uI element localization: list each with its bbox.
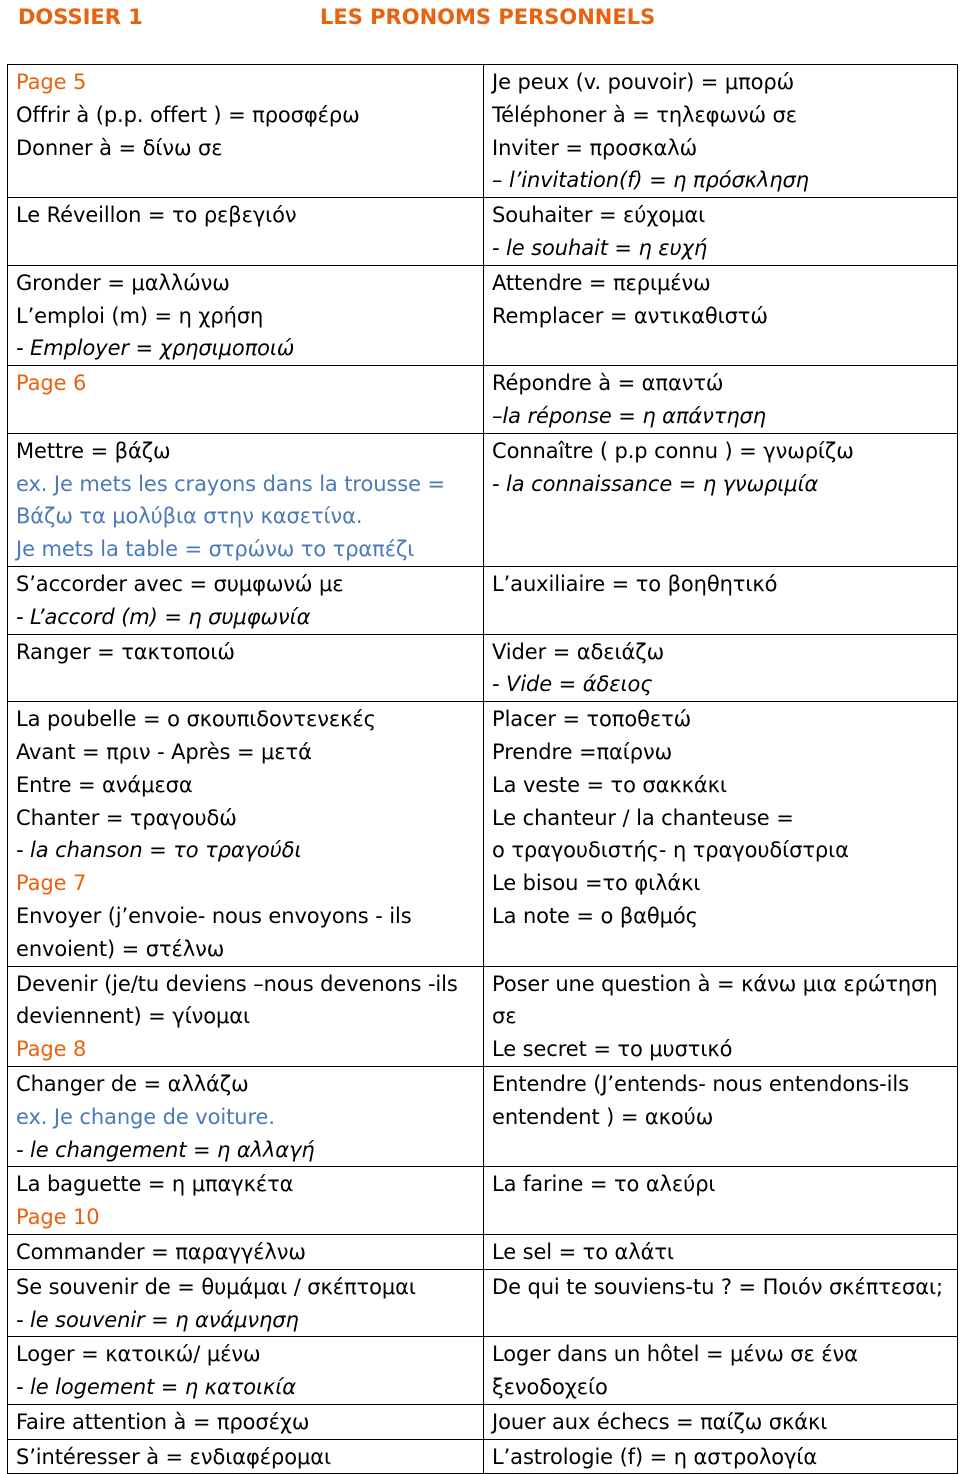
vocab-line: Loger = κατοικώ/ μένω xyxy=(16,1342,261,1367)
vocab-cell-right xyxy=(484,634,958,702)
vocab-line: - L’accord (m) = η συμφωνία xyxy=(16,604,311,629)
vocab-cell-right xyxy=(484,1404,958,1439)
vocab-cell-right xyxy=(484,1269,958,1337)
vocab-line: Loger dans un hôtel = μένω σε ένα xyxy=(492,1342,858,1367)
vocab-cell-right xyxy=(484,1167,958,1235)
vocab-row xyxy=(8,1439,958,1474)
example-sentence: ex. Je mets les crayons dans la trousse = xyxy=(16,471,446,496)
vocab-line: - la chanson = το τραγούδι xyxy=(16,838,302,863)
vocab-line: S’accorder avec = συμφωνώ με xyxy=(16,571,344,596)
vocab-cell-right xyxy=(484,265,958,365)
vocab-cell-right xyxy=(484,1337,958,1405)
vocab-line: Se souvenir de = θυμάμαι / σκέπτομαι xyxy=(16,1274,416,1299)
vocab-line: Entendre (J’entends- nous entendons-ils xyxy=(492,1071,909,1096)
vocab-line: Changer de = αλλάζω xyxy=(16,1071,249,1096)
vocab-cell-right xyxy=(484,966,958,1066)
vocab-row xyxy=(8,634,958,702)
vocab-row xyxy=(8,433,958,566)
vocab-line: Avant = πριν - Après = μετά xyxy=(16,739,312,764)
vocab-line: Devenir (je/tu deviens –nous devenons -ils xyxy=(16,971,458,996)
vocab-cell-right xyxy=(484,433,958,566)
vocab-line: - le souvenir = η ανάμνηση xyxy=(16,1307,299,1332)
page-heading: Page 5 xyxy=(16,70,87,94)
vocab-cell-left xyxy=(8,433,484,566)
vocab-cell-right xyxy=(484,1439,958,1474)
vocab-cell-right xyxy=(484,366,958,434)
vocab-cell-right xyxy=(484,566,958,634)
example-sentence: Je mets la table = στρώνω το τραπέζι xyxy=(16,537,415,562)
vocab-line: L’auxiliaire = το βοηθητικό xyxy=(492,571,778,596)
vocab-cell-left xyxy=(8,1404,484,1439)
vocab-cell-right xyxy=(484,1066,958,1166)
vocab-line: Vider = αδειάζω xyxy=(492,639,665,664)
vocab-cell-left xyxy=(8,634,484,702)
vocab-line: deviennent) = γίνομαι xyxy=(16,1004,250,1029)
vocab-row xyxy=(8,65,958,198)
vocab-cell-left xyxy=(8,1337,484,1405)
example-sentence: ex. Je change de voiture. xyxy=(16,1104,275,1129)
vocab-line: ξενοδοχείο xyxy=(492,1375,608,1400)
vocab-cell-right xyxy=(484,65,958,198)
vocab-cell-left xyxy=(8,702,484,966)
vocab-line: - le souhait = η ευχή xyxy=(492,235,708,260)
vocab-line: - le changement = η αλλαγή xyxy=(16,1137,315,1162)
vocab-cell-left xyxy=(8,1439,484,1474)
vocab-cell-right xyxy=(484,198,958,266)
vocab-line: Placer = τοποθετώ xyxy=(492,707,692,732)
vocab-line: La note = ο βαθμός xyxy=(492,903,698,928)
vocab-line: Connaître ( p.p connu ) = γνωρίζω xyxy=(492,438,854,463)
vocab-row xyxy=(8,966,958,1066)
vocab-line: Le secret = το μυστικό xyxy=(492,1037,733,1062)
vocab-line: –la réponse = η απάντηση xyxy=(492,403,766,428)
vocab-line: Inviter = προσκαλώ xyxy=(492,135,698,160)
vocab-cell-left xyxy=(8,966,484,1066)
vocab-line: Le sel = το αλάτι xyxy=(492,1239,674,1264)
vocab-line: La poubelle = ο σκουπιδοντενεκές xyxy=(16,707,376,732)
vocab-line: Répondre à = απαντώ xyxy=(492,371,724,396)
vocab-line: envoient) = στέλνω xyxy=(16,936,225,961)
vocab-line: - la connaissance = η γνωριμία xyxy=(492,471,819,496)
vocab-line: Le chanteur / la chanteuse = xyxy=(492,805,794,830)
vocab-line: Envoyer (j’envoie- nous envoyons - ils xyxy=(16,903,412,928)
vocab-line: Poser une question à = κάνω μια ερώτηση xyxy=(492,971,938,996)
vocab-line: - Vide = άδειος xyxy=(492,672,653,697)
vocab-cell-left xyxy=(8,65,484,198)
vocab-line: La baguette = η μπαγκέτα xyxy=(16,1172,294,1197)
vocab-line: Offrir à (p.p. offert ) = προσφέρω xyxy=(16,102,360,127)
vocab-row xyxy=(8,265,958,365)
page-heading: Page 6 xyxy=(16,371,87,396)
vocab-line: – l’invitation(f) = η πρόσκληση xyxy=(492,168,809,193)
vocab-line: Prendre =παίρνω xyxy=(492,739,673,764)
dossier-label: DOSSIER 1 xyxy=(18,5,143,29)
vocab-line: Je peux (v. pouvoir) = μπορώ xyxy=(492,70,795,94)
vocab-cell-left xyxy=(8,1234,484,1269)
vocab-line: - Employer = χρησιμοποιώ xyxy=(16,336,295,361)
vocab-line: Ranger = τακτοποιώ xyxy=(16,639,235,664)
vocab-line: L’astrologie (f) = η αστρολογία xyxy=(492,1444,818,1469)
vocab-row xyxy=(8,566,958,634)
vocab-line: Remplacer = αντικαθιστώ xyxy=(492,303,768,328)
vocab-line: Jouer aux échecs = παίζω σκάκι xyxy=(492,1409,828,1434)
vocab-row xyxy=(8,702,958,966)
vocab-cell-left xyxy=(8,1167,484,1235)
vocab-line: - le logement = η κατοικία xyxy=(16,1375,297,1400)
vocab-row xyxy=(8,1269,958,1337)
page-heading: Page 8 xyxy=(16,1037,87,1062)
vocab-line: La farine = το αλεύρι xyxy=(492,1172,716,1197)
page-heading: Page 7 xyxy=(16,871,87,896)
vocab-cell-right xyxy=(484,1234,958,1269)
vocab-line: Chanter = τραγουδώ xyxy=(16,805,237,830)
vocab-cell-left xyxy=(8,566,484,634)
vocab-line: La veste = το σακκάκι xyxy=(492,772,727,797)
vocab-line: Gronder = μαλλώνω xyxy=(16,270,230,295)
vocab-line: σε xyxy=(492,1004,517,1029)
vocab-line: Attendre = περιμένω xyxy=(492,270,711,295)
vocab-line: S’intéresser à = ενδιαφέρομαι xyxy=(16,1444,331,1469)
page-heading: Page 10 xyxy=(16,1205,100,1230)
vocab-cell-left xyxy=(8,1269,484,1337)
vocab-line: Le Réveillon = το ρεβεγιόν xyxy=(16,203,297,228)
vocab-row xyxy=(8,1404,958,1439)
vocab-row xyxy=(8,1234,958,1269)
vocab-line: Faire attention à = προσέχω xyxy=(16,1409,310,1434)
example-sentence: Βάζω τα μολύβια στην κασετίνα. xyxy=(16,504,363,529)
vocab-cell-left xyxy=(8,265,484,365)
vocab-line: Entre = ανάμεσα xyxy=(16,772,193,797)
vocab-line: Commander = παραγγέλνω xyxy=(16,1239,306,1264)
vocab-line: Mettre = βάζω xyxy=(16,438,171,463)
vocab-cell-left xyxy=(8,366,484,434)
vocab-row xyxy=(8,366,958,434)
vocab-line: Le bisou =το φιλάκι xyxy=(492,871,701,896)
vocab-row xyxy=(8,1337,958,1405)
vocab-line: De qui te souviens-tu ? = Ποιόν σκέπτεσαι; xyxy=(492,1274,943,1299)
vocab-cell-right xyxy=(484,702,958,966)
document-title: LES PRONOMS PERSONNELS xyxy=(320,5,656,29)
vocab-line: ο τραγουδιστής- η τραγουδίστρια xyxy=(492,838,849,863)
vocab-row xyxy=(8,198,958,266)
vocab-line: L’emploi (m) = η χρήση xyxy=(16,303,264,328)
vocab-cell-left xyxy=(8,198,484,266)
vocabulary-table xyxy=(7,64,958,1474)
vocab-cell-left xyxy=(8,1066,484,1166)
vocab-row xyxy=(8,1066,958,1166)
vocab-line: entendent ) = ακούω xyxy=(492,1104,714,1129)
vocab-line: Téléphoner à = τηλεφωνώ σε xyxy=(492,102,797,127)
vocab-line: Souhaiter = εύχομαι xyxy=(492,203,706,228)
vocab-row xyxy=(8,1167,958,1235)
vocab-line: Donner à = δίνω σε xyxy=(16,135,223,160)
